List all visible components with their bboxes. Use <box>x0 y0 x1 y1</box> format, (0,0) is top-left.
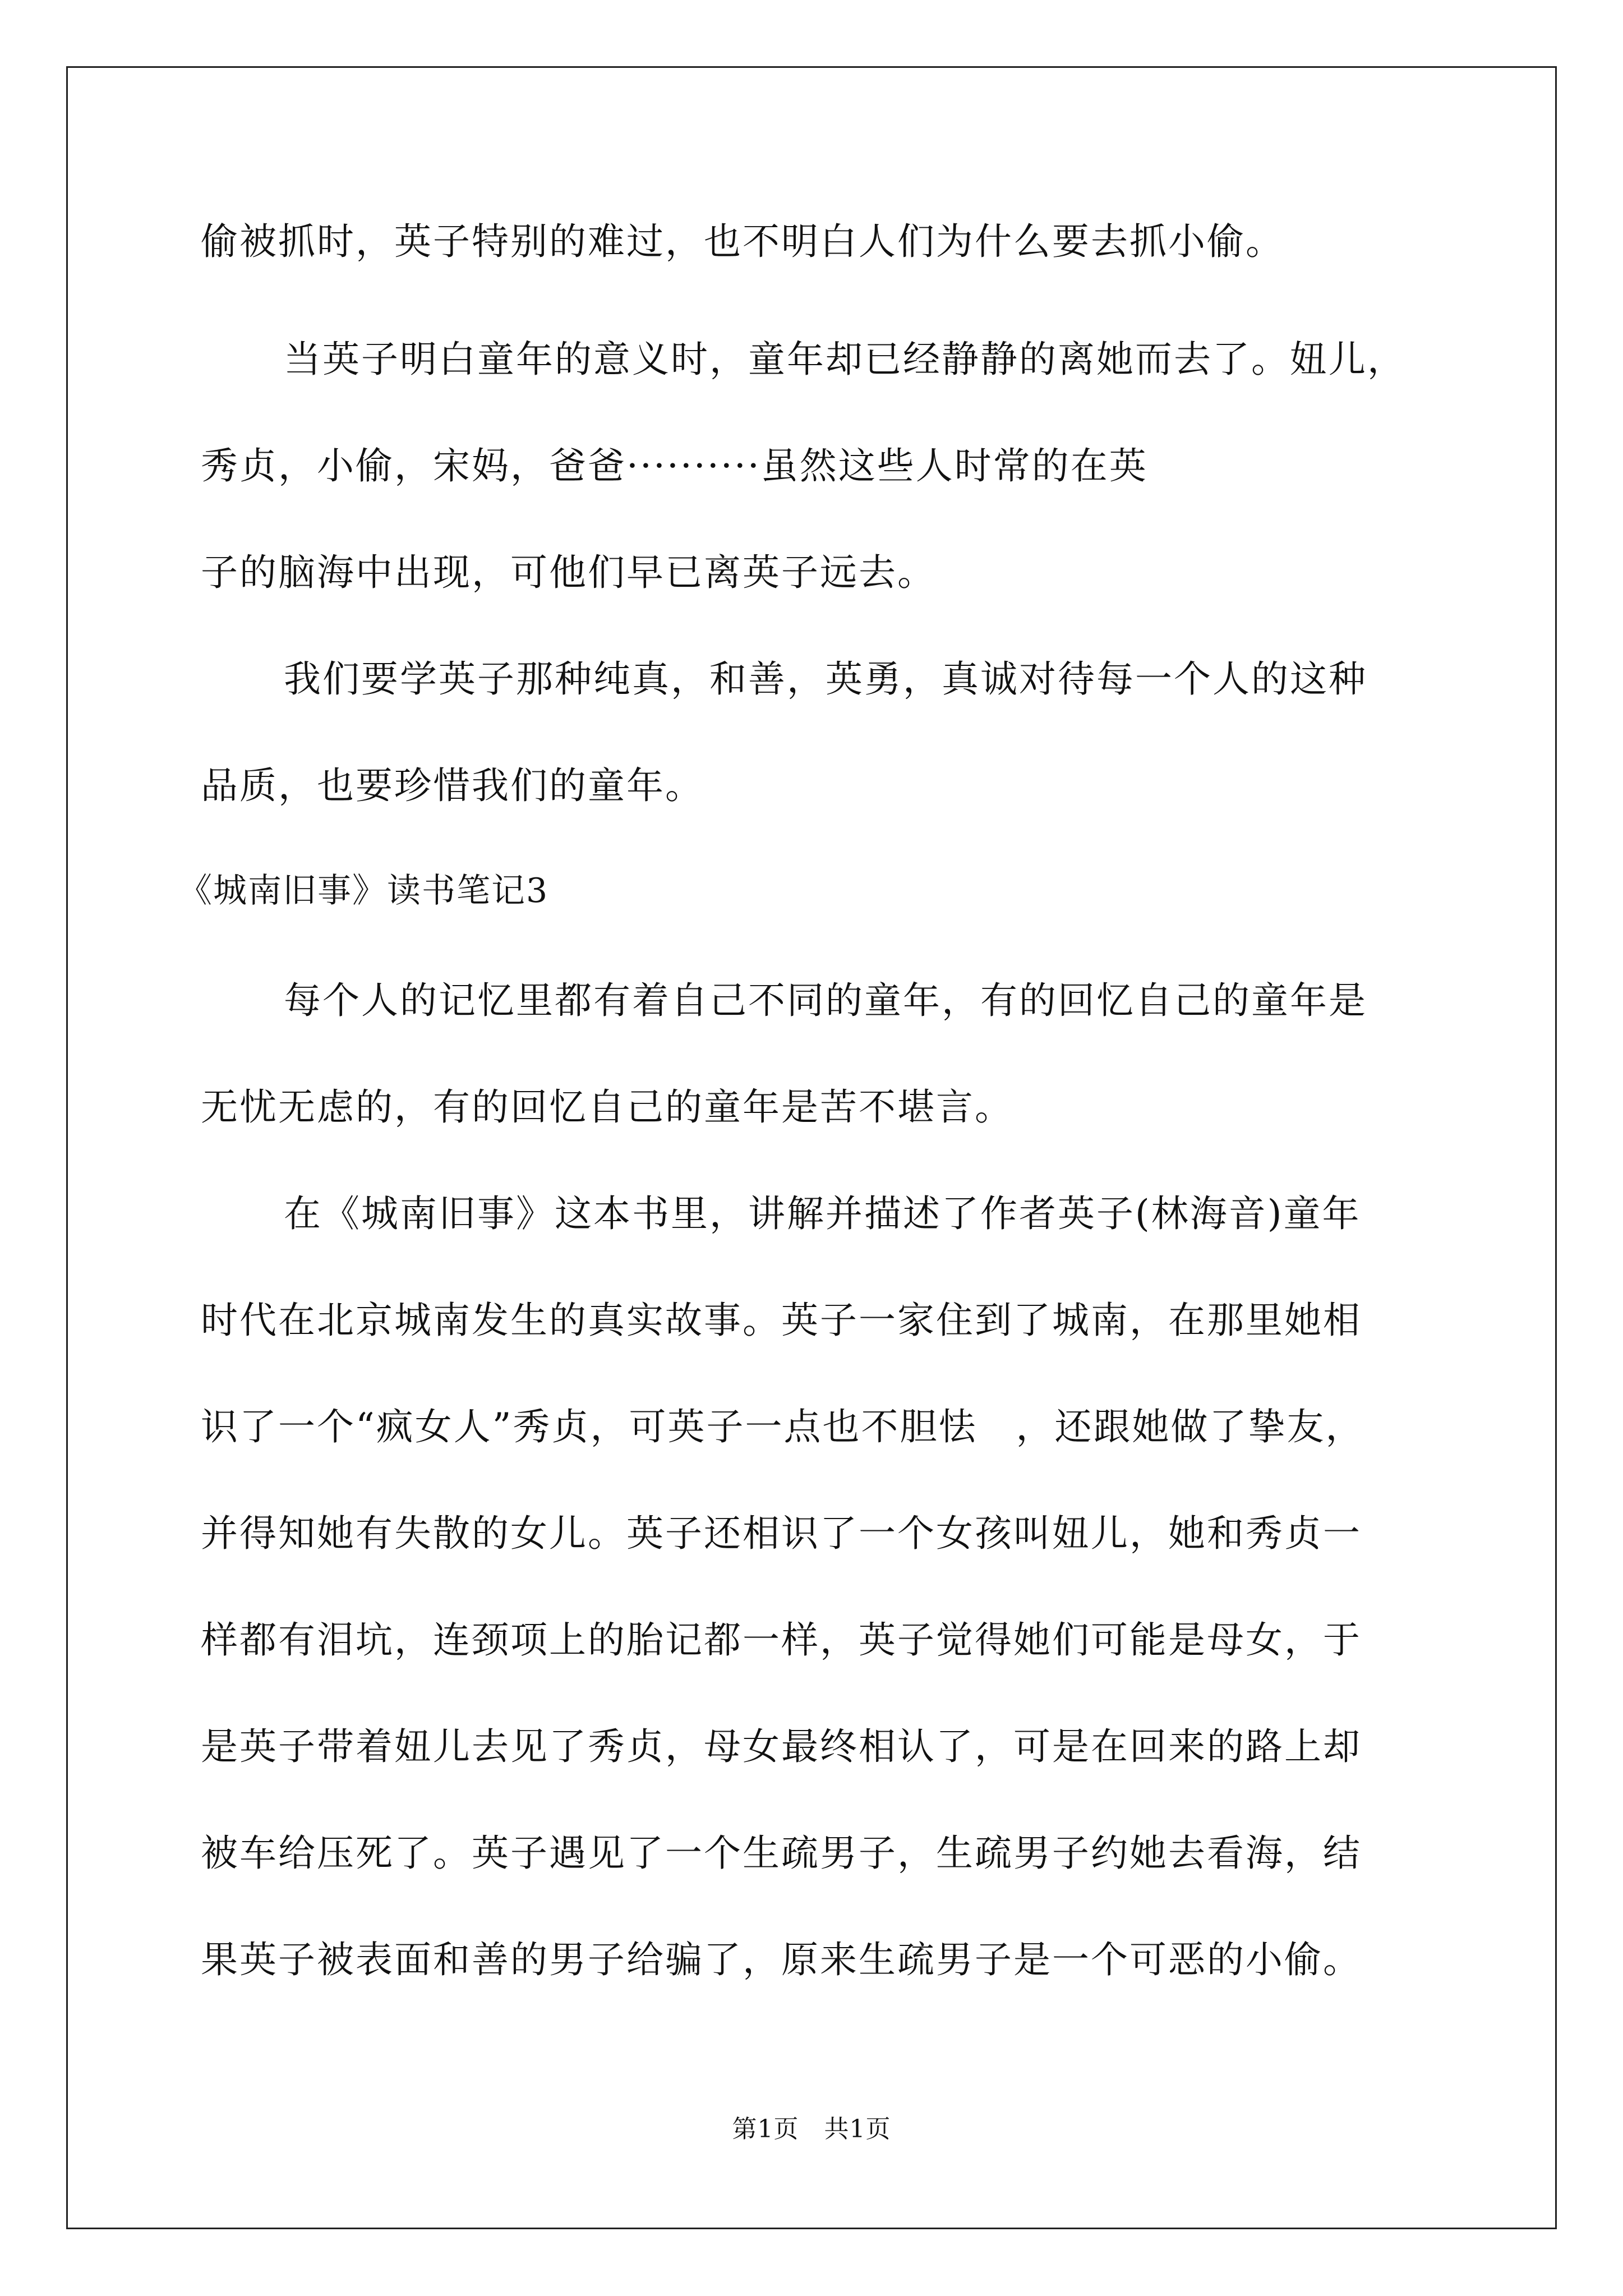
page-border <box>66 66 1557 2229</box>
text-line: 我们要学英子那种纯真，和善，英勇，真诚对待每一个人的这种 <box>284 657 1367 701</box>
text-line: 品质，也要珍惜我们的童年。 <box>201 764 704 807</box>
page-number-footer: 第1页 共1页 <box>732 2115 891 2143</box>
text-line: 识了一个“疯女人”秀贞，可英子一点也不胆怯 ，还跟她做了挚友， <box>201 1405 1364 1448</box>
text-line: 并得知她有失散的女儿。英子还相识了一个女孩叫妞儿，她和秀贞一 <box>201 1512 1362 1555</box>
text-line: 是英子带着妞儿去见了秀贞，母女最终相认了，可是在回来的路上却 <box>201 1725 1362 1768</box>
text-line: 每个人的记忆里都有着自己不同的童年，有的回忆自己的童年是 <box>284 979 1367 1022</box>
text-line: 在《城南旧事》这本书里，讲解并描述了作者英子(林海音)童年 <box>284 1192 1361 1235</box>
text-line: 偷被抓时，英子特别的难过，也不明白人们为什么要去抓小偷。 <box>201 220 1284 263</box>
text-line: 样都有泪坑，连颈项上的胎记都一样，英子觉得她们可能是母女，于 <box>201 1618 1362 1662</box>
text-line: 时代在北京城南发生的真实故事。英子一家住到了城南，在那里她相 <box>201 1299 1362 1342</box>
text-line: 秀贞，小偷，宋妈，爸爸··········虽然这些人时常的在英 <box>201 444 1148 487</box>
text-line: 果英子被表面和善的男子给骗了，原来生疏男子是一个可恶的小偷。 <box>201 1938 1362 1981</box>
text-line: 子的脑海中出现，可他们早已离英子远去。 <box>201 551 936 594</box>
section-heading: 《城南旧事》读书笔记3 <box>178 871 549 910</box>
text-line: 当英子明白童年的意义时，童年却已经静静的离她而去了。妞儿， <box>284 338 1406 381</box>
text-line: 被车给压死了。英子遇见了一个生疏男子，生疏男子约她去看海，结 <box>201 1832 1362 1875</box>
text-line: 无忧无虑的，有的回忆自己的童年是苦不堪言。 <box>201 1085 1013 1129</box>
